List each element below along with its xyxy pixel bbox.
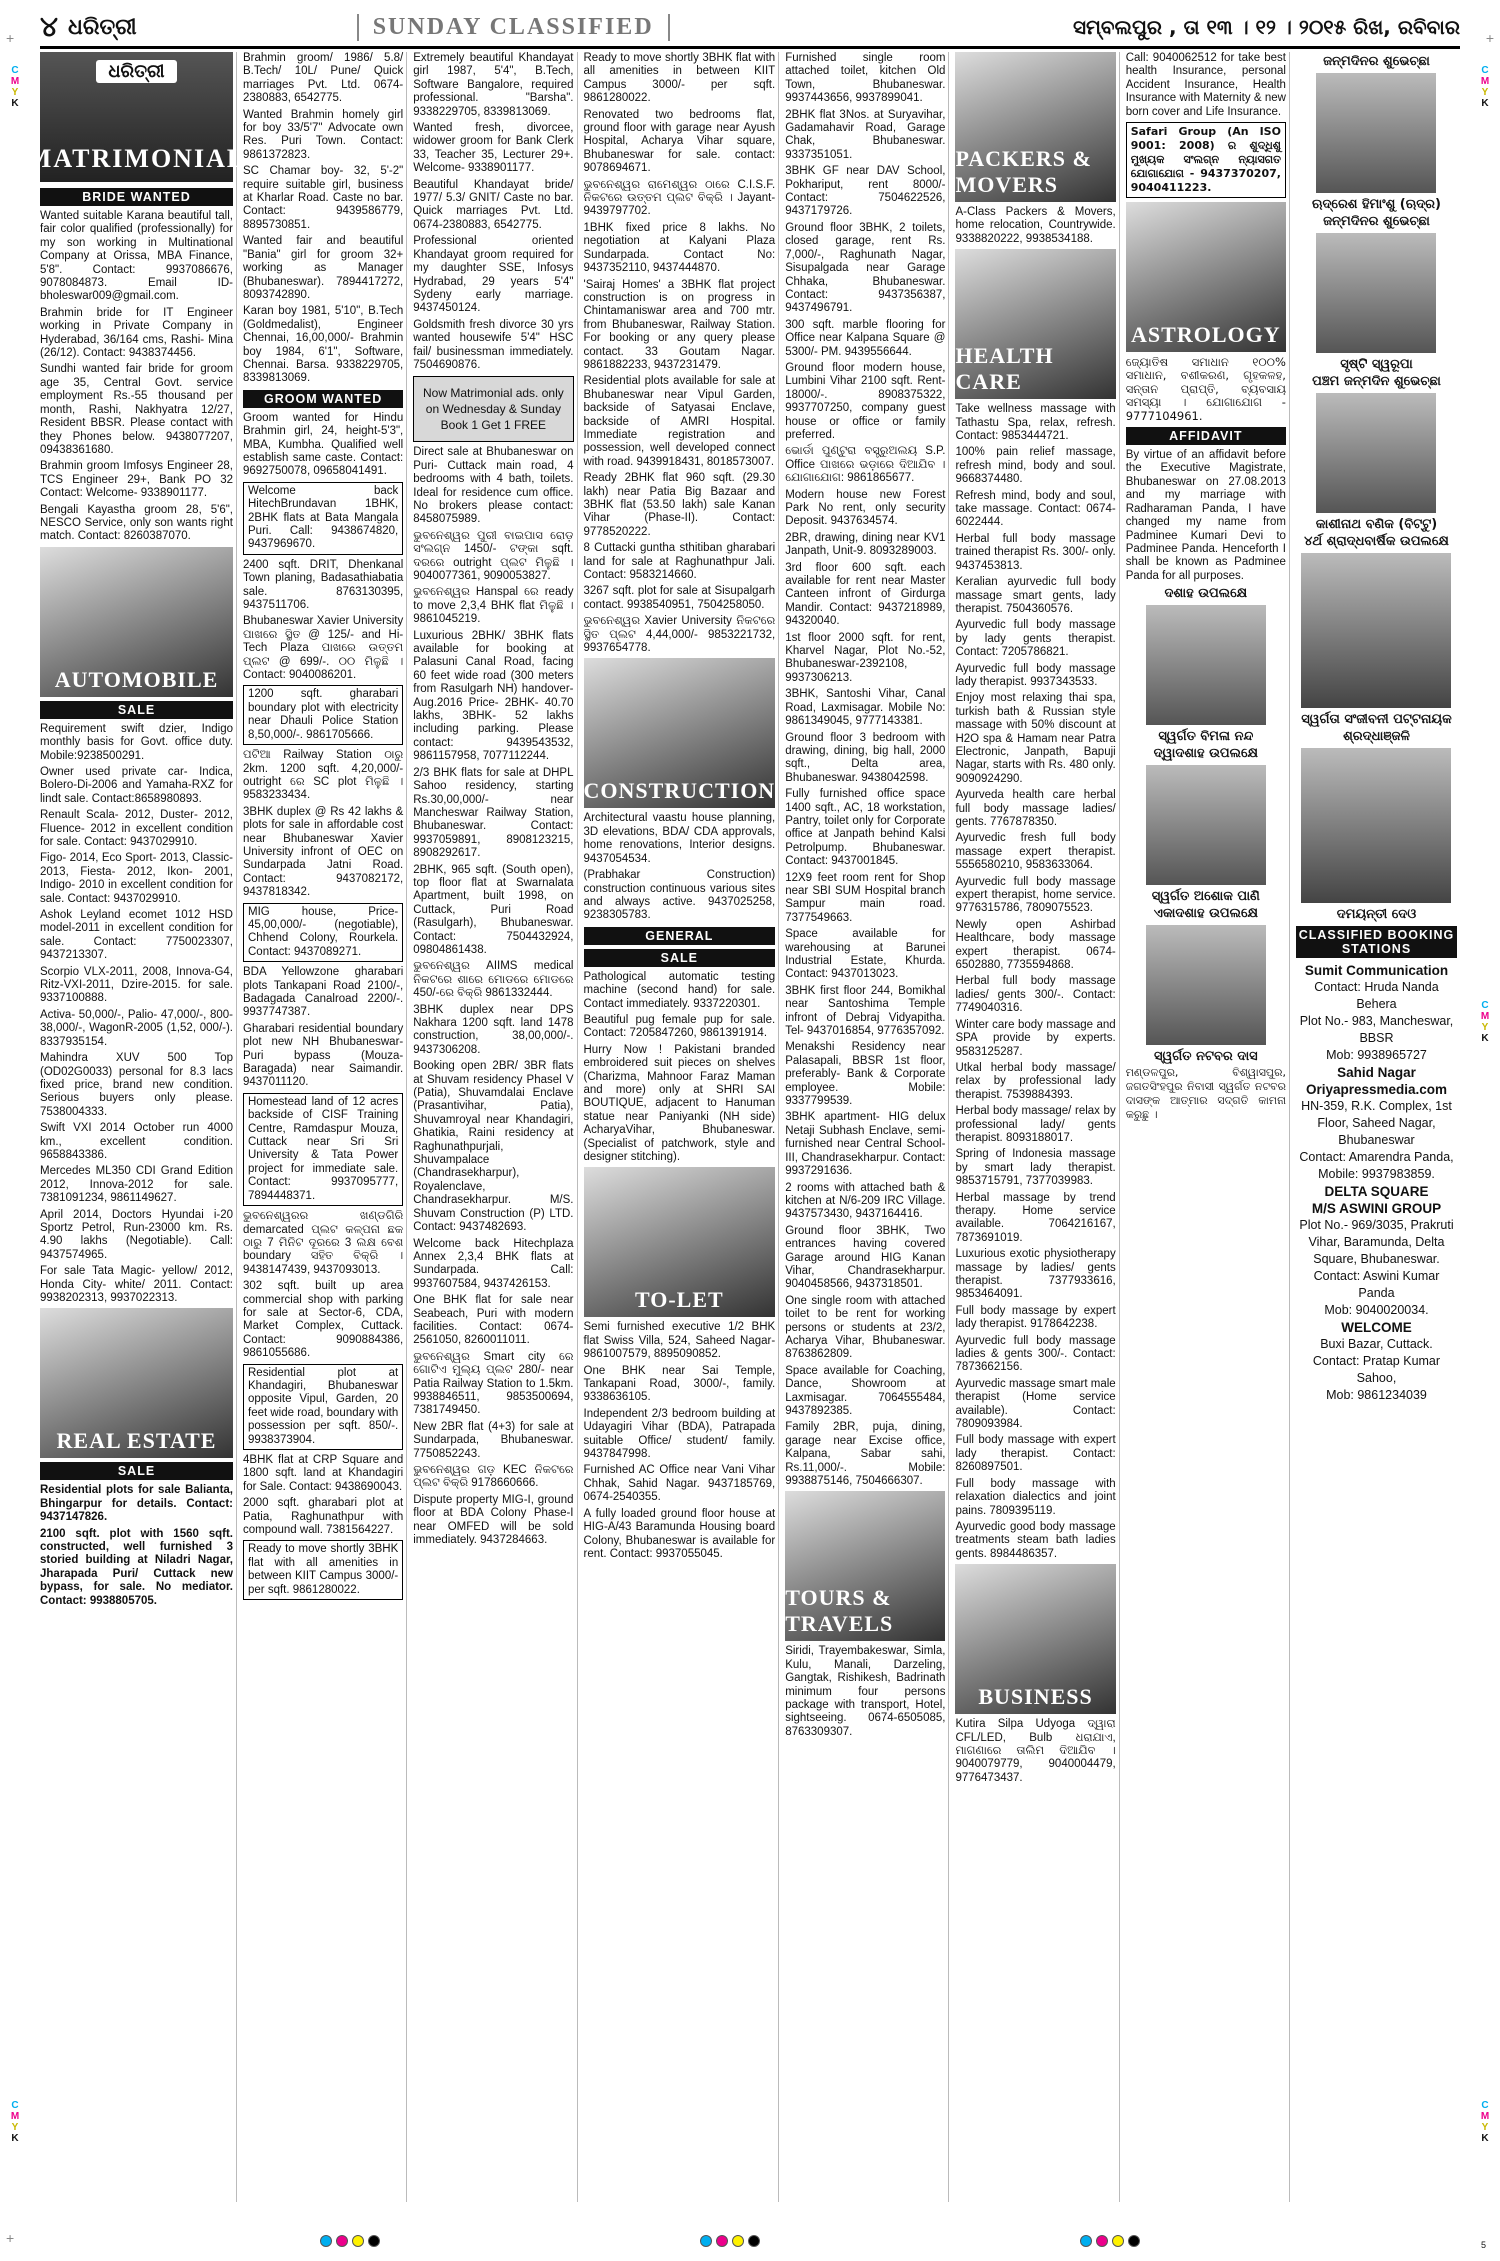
birthday-heading: ଜନ୍ମଦିନର ଶୁଭେଚ୍ଛା — [1323, 54, 1430, 69]
section-heading: SALE — [40, 701, 233, 719]
yellow-dot — [732, 2235, 744, 2247]
column-4 — [584, 52, 780, 2202]
classified-ad: Ayurvedic full body massage expert therapist, home service. 9776315786, 7809075523. — [955, 875, 1116, 915]
classified-ad: Requirement swift dzier, Indigo monthly basis for Govt. office duty. Mobile:9238500291. — [40, 722, 233, 762]
classified-ad: Menakshi Residency near Palasapali, BBSR 1st floor, preferably- Bank & Corporate employee. Mobile: 9337799539. — [785, 1041, 946, 1108]
classified-ad: Space available for warehousing at Barunei Industrial Estate, Khurda. Contact: 9437013023. — [785, 928, 946, 981]
health-banner: HEALTH CARE — [955, 249, 1115, 399]
classified-ad: ଭୁବନେଶ୍ୱର Xavier University ନିକଟରେ ସ୍ଥିତ ପ୍ଲଟ 4,44,000/- 9853221732, 9937654778. — [583, 615, 776, 655]
classified-ad: Booking open 2BR/ 3BR flats at Shuvam residency Phasel V (Patia), Shuvamdalai Enclave (Prasantivihar, Patia), Shuvamroyal near Khandagiri, Ghatikia, Raini residency at Raghunathpurjali, Shuvampalace (Chandrasekharpur), Royalenclave, Chandrasekharpur. M/S. Shuvam Construction (P) LTD. Contact: 9437482693. — [413, 1060, 574, 1234]
classified-ad: 300 sqft. marble flooring for Office near Kalpana Square @ 5300/- PM. 9439556644. — [785, 318, 946, 358]
classified-ad: Family 2BR, puja, dining, garage near Excise office, Kalpana, Sabar sahi, Rs.11,000/-. Mobile: 9938875146, 7504666307. — [785, 1421, 946, 1488]
ad-list — [955, 403, 1115, 1561]
booking-station-line: Buxi Bazar, Cuttack. — [1320, 1337, 1433, 1351]
paper-logo: ଧରିତ୍ରୀ — [96, 60, 176, 83]
classified-ad: Wanted fresh, divorcee, widower groom for Bank Clerk 33, Teacher 35, Lecturer 29+. Welcome- 9338901177. — [413, 122, 574, 175]
birthday-photo — [1316, 233, 1436, 353]
classified-ad: Full body massage with relaxation dialectics and joint pains. 7809395119. — [955, 1477, 1116, 1517]
classified-ad: Renovated two bedrooms flat, ground floor with garage near Ayush Hospital, Acharya Vihar square, Bhubaneswar for sale. contact: 9078694671. — [583, 108, 776, 175]
crop-mark: + — [6, 30, 15, 46]
column-6 — [955, 52, 1119, 2202]
section-heading: SALE — [40, 1462, 233, 1480]
classified-ad: Luxurious exotic physiotherapy massage by ladies/ gents therapist. 7377933616, 9853464091. — [955, 1248, 1116, 1301]
booking-station-line: Sahid Nagar — [1337, 1065, 1416, 1080]
classified-ad: Scorpio VLX-2011, 2008, Innova-G4, Ritz-VXI-2011, Dzire-2015. for sale. 9337100888. — [40, 965, 233, 1005]
section-title: SUNDAY CLASSIFIED — [357, 14, 670, 41]
classified-ad: Refresh mind, body and soul, take massage. Contact: 0674- 6022444. — [955, 489, 1116, 529]
classified-ad: One BHK flat for sale near Seabeach, Puri with modern facilities. Contact: 0674-2561050, 8260011011. — [413, 1294, 574, 1347]
birthday-photo — [1316, 393, 1436, 513]
classified-ad: Ayurvedic full body massage lady therapist. 9937343533. — [955, 662, 1116, 688]
classified-ad: Independent 2/3 bedroom building at Udayagiri Vihar (BDA), Patrapada suitable Office/ student/ family. 9437847998. — [583, 1407, 776, 1461]
booking-stations-heading: CLASSIFIED BOOKING STATIONS — [1296, 926, 1457, 958]
classified-ad: 2000 sqft. gharabari plot at Patia, Raghunathpur with compound wall. 7381564227. — [243, 1497, 404, 1537]
ad-list — [584, 1321, 776, 1561]
booking-station-line: Mobile: 9937983859. — [1318, 1167, 1435, 1181]
obituary-name: ସ୍ୱର୍ଗତ ନଟବର ଦାସ — [1153, 1049, 1258, 1065]
ad-list — [584, 52, 776, 655]
classified-ad: Sundhi wanted fair bride for groom age 35, Central Govt. service employment Rs.-55 thousand per month, Rashi, Nakhyatra 12/27, Resident BBSR. Please contact with they Phones below. 9438077207, 09438361680. — [40, 363, 233, 456]
birthday-heading: ପଞ୍ଚମ ଜନ୍ମଦିନ ଶୁଭେଚ୍ଛା — [1312, 374, 1441, 389]
classified-ad: Karan boy 1981, 5'10", B.Tech (Goldmedalist), Engineer Chennai, 16,00,000/- Brahmin boy 1984, 6'1", Software, Chennai. Barsa. 9338229705, 8339813069. — [243, 305, 404, 385]
classified-ad: 12X9 feet room rent for Shop near SBI SUM Hospital branch Sampur main road. 7377549663. — [785, 871, 946, 924]
classified-ad: 3BHK GF near DAV School, Pokhariput, rent 8000/- Contact: 7504622526, 9437179726. — [785, 165, 946, 218]
anniversary-name: ସ୍ୱର୍ଗତା ସଂଜୀବନୀ ପଟ୍ଟନାୟକ — [1301, 712, 1452, 727]
booking-station-line: WELCOME — [1341, 1320, 1412, 1335]
classified-ad: Herbal massage by trend therapy. Home service available. 7064216167, 7873691019. — [955, 1191, 1116, 1244]
classified-ad: Keralian ayurvedic full body massage smart gents, lady therapist. 7504360576. — [955, 576, 1116, 615]
booking-station-line: Sumit Communication — [1304, 963, 1449, 978]
classified-ad: Furnished AC Office near Vani Vihar Chhak, Sahid Nagar. 9437185769, 0674-2540355. — [583, 1464, 776, 1504]
classified-ad: 3BHK, Santoshi Vihar, Canal Road, Laxmisagar. Mobile No: 9861349045, 9777143381. — [785, 688, 946, 728]
classified-ad: Space available for Coaching, Dance, Showroom at Laxmisagar. 7064555484, 9437892385. — [785, 1364, 946, 1417]
classified-ad: ଭୁବନେଶ୍ୱର AIIMS medical ନିକଟରେ ଶାରେ ମୋଡରେ ମୋଡରେ 450/-ରେ ବିକ୍ରି 9861332444. — [413, 960, 574, 1000]
obituary-name: ସ୍ୱର୍ଗତ ବିମଳା ନନ୍ଦ — [1158, 729, 1254, 745]
classified-columns — [26, 52, 1460, 2202]
classified-ad: 3BHK duplex @ Rs 42 lakhs & plots for sale in affordable cost near Bhubaneswar Xavier University infront of OEC on Sundarpada Jatni Road. Contact: 9437082172, 9437818342. — [243, 805, 404, 899]
cmyk-register-mark: C M Y K — [1480, 1000, 1490, 1044]
classified-ad: Swift VXI 2014 October run 4000 km., excellent condition. 9658843386. — [40, 1122, 233, 1161]
classified-ad: Ground floor 3BHK, Two entrances having covered Garage around HIG Kanan Vihar, Chandrasekharpur. 9040458566, 9437318501. — [785, 1224, 946, 1291]
anniversary-photo — [1301, 553, 1451, 708]
classified-ad: Gharabari residential boundary plot new NH Bhubaneswar- Puri bypass (Mouza- Baragada) near Saimandir. 9437011120. — [243, 1022, 404, 1089]
classified-ad: Ready to move shortly 3BHK flat with all amenities in between KIIT Campus 3000/- per sqft. 9861280022. — [583, 52, 776, 105]
classified-ad: Pathological automatic testing machine (second hand) for sale. Contact immediately. 9337220301. — [583, 970, 776, 1010]
tolet-banner: TO-LET — [584, 1167, 776, 1317]
birthday-name: କାଶୀନାଥ ବଣିକ (ବିଟ୍ଟୁ) — [1315, 517, 1438, 532]
column-1 — [26, 52, 247, 2202]
booking-station-line: Mob: 9938965727 — [1326, 1048, 1427, 1062]
obituary-heading: ଦଶାହ ଉପଲକ୍ଷେ — [1164, 586, 1248, 602]
cyan-dot — [320, 2235, 332, 2247]
tribute-heading: ଶ୍ରଦ୍ଧାଞ୍ଜଳି — [1343, 729, 1410, 744]
classified-ad: Full body massage with expert lady therapist. Contact: 8260897501. — [955, 1434, 1116, 1474]
classified-ad: Dispute property MIG-I, ground floor at BDA Colony Phase-I near OMFED will be sold immediately. 9437284663. — [413, 1493, 574, 1547]
classified-ad: Enjoy most relaxing thai spa, turkish bath & Russian style massage with 50% discount at H2O spa & Hamam near Patra Electronic, Janpath, Bapuji Nagar, starts with Rs. 480 only. 9090924290. — [955, 692, 1116, 785]
classified-ad: Residential plot at Khandagiri, Bhubaneswar opposite Vipul, Garden, 20 feet wide road, boundary with possession per sqft. 850/-. 9938373904. — [243, 1364, 403, 1450]
classified-ad: Furnished single room attached toilet, kitchen Old Town, Bhubaneswar. 9937443656, 9937899041. — [785, 52, 946, 105]
classified-ad: New 2BR flat (4+3) for sale at Sundarpada, Bhubaneswar. 7750852243. — [413, 1420, 574, 1460]
page-header — [40, 8, 1460, 49]
ad-list — [584, 812, 776, 922]
obituary-heading: ଏକାଦଶାହ ଉପଲକ୍ଷେ — [1153, 906, 1258, 922]
black-dot — [368, 2235, 380, 2247]
yellow-dot — [352, 2235, 364, 2247]
classified-ad: By virtue of an affidavit before the Executive Magistrate, Bhubaneswar on 27.08.2013 and my marriage with Radharaman Panda, I have changed my name from Padminee Kumari Devi to Padminee Panda. Henceforth I shall be known as Padminee Panda for all purposes. — [1125, 449, 1286, 582]
color-dots — [320, 2235, 380, 2247]
tribute-name: ଦମୟନ୍ତୀ ଦେଓ — [1336, 907, 1417, 922]
classified-ad: Ayurvedic good body massage treatments steam bath ladies gents. 8984486357. — [955, 1520, 1116, 1560]
ad-list — [955, 206, 1115, 246]
classified-ad: ଭୁବନେଶ୍ୱର ଗଡ଼ KEC ନିକଟରେ ପ୍ଲଟ ବିକ୍ରି 9178660666. — [413, 1464, 574, 1490]
classified-ad: Siridi, Trayembakeswar, Simla, Kulu, Manali, Darzeling, Gangtak, Rishikesh, Badrinath minimum four persons package with transport, Hotel, sightseeing. 0674-6505085, 8763309307. — [785, 1645, 946, 1738]
birthday-name: ସୃଷ୍ଟି ସ୍ୱରୂପା — [1340, 357, 1413, 372]
cmyk-register-mark: C M Y K — [10, 65, 20, 109]
classified-ad: 2100 sqft. plot with 1560 sqft. constructed, well furnished 3 storied building at Niladri Nagar, Jharapada Puri/ Cuttack new bypass, for sale. No mediator. Contact: 9938805705. — [40, 1527, 233, 1607]
classified-ad: Spring of Indonesia massage by smart lady therapist. 9853715791, 7377039983. — [955, 1148, 1116, 1188]
booking-station-line: Mob: 9861234039 — [1326, 1388, 1427, 1402]
magenta-dot — [336, 2235, 348, 2247]
classified-ad: Ayurvedic fresh full body massage expert therapist. 5556580210, 9583633064. — [955, 832, 1116, 872]
classified-ad: Take wellness massage with Tathastu Spa, relax, refresh. Contact: 9853444721. — [955, 403, 1116, 443]
section-heading: AFFIDAVIT — [1126, 427, 1286, 445]
classified-ad: Ayurvedic full body massage by lady gents therapist. Contact: 7205786821. — [955, 619, 1116, 659]
classified-ad: 2BR, drawing, dining near KV1 Janpath, Unit-9. 8093289003. — [785, 531, 946, 558]
color-dots — [700, 2235, 760, 2247]
column-3 — [413, 52, 577, 2202]
classified-ad: Beautiful pug female pup for sale. Contact: 7205847260, 9861391914. — [583, 1013, 776, 1040]
classified-ad: ପଟିଆ Railway Station ଠାରୁ 2km. 1200 sqft. 4,20,000/- outright ରେ SC plot ମିଳୁଛି । 9583233434. — [243, 749, 404, 802]
birthday-heading: ଜନ୍ମଦିନର ଶୁଭେଚ୍ଛା — [1323, 214, 1430, 229]
obituary-heading: ଦ୍ୱାଦଶାହ ଉପଲକ୍ଷେ — [1153, 746, 1258, 762]
column-7 — [1126, 52, 1290, 2202]
classified-ad: April 2014, Doctors Hyundai i-20 Sportz Petrol, Run-23000 km. Rs. 4.90 lakhs (Negotiable). Call: 9437574965. — [40, 1208, 233, 1261]
classified-ad: Renault Scala- 2012, Duster- 2012, Fluence- 2012 in excellent condition for sale. Contact: 9437029910. — [40, 809, 233, 848]
classified-ad: Modern house new Forest Park No rent, only security Deposit. 9437634574. — [785, 488, 946, 528]
classified-ad: Ground floor 3BHK, 2 toilets, closed garage, rent Rs. 7,000/-, Raghunath Nagar, Sisupalgada near Garage Chhaka, Bhubaneswar. Contact: 9437356387, 9437496791. — [785, 221, 946, 315]
classified-ad: One single room with attached toilet to be rent for working persons or students at 23/2, Acharya Vihar, Bhubaneswar. 8763862809. — [785, 1294, 946, 1361]
classified-ad: Ground floor 3 bedroom with drawing, dining, big hall, 2000 sqft., Delta area, Bhubaneswar. 9438042598. — [785, 731, 946, 784]
ad-list — [1126, 52, 1286, 119]
obituary-photo — [1146, 925, 1266, 1045]
classified-ad: ଭୁବନେଶ୍ୱର Smart city ରେ ଗୋଟିଏ ମୁଲ୍ୟ ପ୍ଲଟ 280/- near Patia Railway Station to 1.5km. 9938846511, 9853500694, 7381749450. — [413, 1350, 574, 1417]
classified-ad: 4BHK flat at CRP Square and 1800 sqft. land at Khandagiri for Sale. Contact: 9438690043. — [243, 1454, 404, 1493]
classified-ad: Ashok Leyland ecomet 1012 HSD model-2011 in excellent condition for sale. Contact: 7750023307, 9437213307. — [40, 909, 233, 962]
classified-ad: Welcome back HitechBrundavan 1BHK, 2BHK flats at Bata Mangala Puri. Call: 9438674820, 9437969670. — [243, 482, 403, 555]
anniversary-heading: ୪ର୍ଥ ଶ୍ରାଦ୍ଧବାର୍ଷିକ ଉପଲକ୍ଷେ — [1304, 534, 1449, 549]
ad-list — [785, 52, 945, 1488]
column-8 — [1296, 52, 1460, 2202]
business-banner: BUSINESS — [955, 1564, 1115, 1714]
classified-ad: 3BHK first floor 244, Bomikhal near Santoshima Temple infront of Debraj Vidyapitha. Tel- 9437016854, 9776357092. — [785, 984, 946, 1038]
booking-station-line: Oriyapressmedia.com — [1305, 1082, 1448, 1097]
classified-ad: Kutira Silpa Udyoga ଦ୍ୱାରା CFL/LED, Bulb ଧରାଯାଏ, ମାଗଣାରେ ତାଲିମ ଦିଆଯିବ । 9040079779, 9040004479, 9776473437. — [955, 1718, 1116, 1784]
cmyk-register-mark: C M Y K — [1480, 65, 1490, 109]
tribute-photo — [1301, 748, 1451, 903]
classified-ad: Utkal herbal body massage/ relax by professional lady therapist. 7539884393. — [955, 1061, 1116, 1101]
classified-ad: Hurry Now ! Pakistani branded embroidered suit pieces on shelves (Charizma, Mahnoor Faraz Maman and more) only at SHRI SAI BOUTIQUE, adjacent to Hanuman statue near Paniyanki (NH side) AcharyaVihar, Bhubaneswar. (Specialist of patchwork, style and designer stitching). — [583, 1043, 776, 1163]
booking-station-line: Contact: Hruda Nanda Behera — [1314, 980, 1439, 1011]
classified-ad: Ready to move shortly 3BHK flat with all amenities in between KIIT Campus 3000/- per sqft. 9861280022. — [243, 1540, 403, 1600]
classified-ad: 3267 sqft. plot for sale at Sisupalgarh contact. 9938540951, 7504258050. — [583, 585, 776, 611]
classified-ad: Homestead land of 12 acres backside of CISF Training Centre, Ramdaspur Mouza, Cuttack near Sri Sri University & Tata Power project for immediate sale. Contact: 9937095777, 7894448371. — [243, 1093, 403, 1206]
classified-ad: 2BHK, 965 sqft. (South open), top floor flat at Swarnalata Apartment, built 1998, on Cuttack, Puri Road (Rasulgarh), Bhubaneswar. Contact: 7504432924, 09804861438. — [413, 863, 574, 956]
ad-list — [243, 482, 403, 1600]
safari-ad: Safari Group (An ISO 9001: 2008) ର ଶୁଦ୍ଧିଶୁ ମୁଖ୍ୟକ ସଂଲଗ୍ନ ନ୍ୟାସଗତ ଯୋଗାଯୋଗ - 9437370207, 9040411223. — [1126, 122, 1286, 198]
classified-ad: MIG house, Price- 45,00,000/- (negotiable), Chhend Colony, Rourkela. Contact: 9437089271. — [243, 903, 403, 963]
classified-ad: 2/3 BHK flats for sale at DHPL Sahoo residency, starting Rs.30,00,000/- near Mancheswar Railway Station, Bhubaneswar. Contact: 9937059891, 8908123215, 8908292617. — [413, 766, 574, 860]
classified-ad: BDA Yellowzone gharabari plots Tankapani Road 2100/-, Badagada Canalroad 2200/-. 9937747387. — [243, 966, 404, 1019]
classified-ad: ଭୁବନେଶ୍ୱରର ଖଣ୍ଡଗିରି demarcated ପ୍ଲଟ କଳ୍ପନା ଛକ ଠାରୁ 7 ମିନିଟ ଦୂରରେ 3 ଲକ୍ଷ ବେଶ boundary ସହିତ ବିକ୍ରି । 9438147439, 9437093013. — [243, 1210, 404, 1276]
paper-name: ଧରିତ୍ରୀ — [67, 14, 137, 40]
cyan-dot — [1080, 2235, 1092, 2247]
classified-ad: Herbal full body massage ladies/ gents 300/-. Contact: 7749040316. — [955, 975, 1116, 1015]
classified-ad: Winter care body massage and SPA provide by experts. 9583125287. — [955, 1018, 1116, 1058]
black-dot — [748, 2235, 760, 2247]
section-heading: BRIDE WANTED — [40, 188, 233, 206]
classified-ad: Ayurvedic full body massage ladies & gents 300/-. Contact: 7873662156. — [955, 1334, 1116, 1374]
column-5 — [785, 52, 949, 2202]
birthday-name: ଋଦ୍ରେଶ ହିମାଂଶୁ (ଋଦ୍ର) — [1312, 197, 1441, 212]
classified-ad: 302 sqft. built up area commercial shop with parking for sale at Sector-6, CDA, Market Complex, Cuttack. Contact: 9090884386, 9861055686. — [243, 1280, 404, 1360]
birthday-photo — [1316, 73, 1436, 193]
magenta-dot — [716, 2235, 728, 2247]
obituary-photo — [1146, 765, 1266, 885]
classified-ad: Groom wanted for Hindu Brahmin girl, 24, height-5'3", MBA, Kumbha. Qualified well establish same caste. Contact: 9692750078, 09658041491. — [243, 411, 404, 478]
classified-ad: Call: 9040062512 for take best health Insurance, personal Accident Insurance, Health Insurance with Maternity & new born cover and Life Insurance. — [1125, 52, 1286, 118]
ad-list — [1126, 356, 1286, 423]
classified-ad: 100% pain relief massage, refresh mind, body and soul. 9668374480. — [955, 446, 1116, 486]
banner-title: MATRIMONIAL — [26, 144, 247, 173]
classified-ad: Welcome back Hitechplaza Annex 2,3,4 BHK flats at Sundarpada. Call: 9937607584, 9437426153. — [413, 1237, 574, 1290]
classified-ad: ଭୁବନେଶ୍ୱର ପୁରୀ ବାଇପାସ ରୋଡ଼ ସଂଲଗ୍ନ 1450/- ଟଙ୍କା sqft. ଦରରେ outright ପ୍ଲଟ ମିଳୁଛି । 9040077361, 9090053827. — [413, 529, 574, 582]
classified-ad: Semi furnished executive 1/2 BHK flat Swiss Villa, 524, Saheed Nagar-9861007579, 8895090852. — [583, 1321, 776, 1361]
ad-list — [40, 723, 233, 1306]
booking-station-line: HN-359, R.K. Complex, 1st Floor, Saheed Nagar, Bhubaneswar — [1301, 1099, 1452, 1147]
booking-station-line: M/S ASWINI GROUP — [1311, 1201, 1442, 1216]
ad-list — [955, 1718, 1115, 1785]
classified-ad: Ayurvedic massage smart male therapist (Home service available). Contact: 7809093984. — [955, 1377, 1116, 1431]
classified-ad: Luxurious 2BHK/ 3BHK flats available for booking at Palasuni Canal Road, facing 60 feet wide road (300 meters from Rasulgarh NH) handover- Aug.2016 Price- 2BHK- 40.70 lakhs, 3BHK- 52 lakhs including parking. Please contact: 9439543532, 9861157958, 7077112244. — [413, 629, 574, 763]
cmyk-register-mark: C M Y K — [1480, 2100, 1490, 2144]
classified-ad: 3BHK apartment- HIG delux Netaji Subhash Enclave, semi- furnished near Central School-III, Chandrasekharpur. Contact: 9937291636. — [785, 1111, 946, 1178]
classified-ad: One BHK near Sai Temple, Tankapani Road, 3000/-, family. 9338636105. — [583, 1364, 776, 1404]
classified-ad: Brahmin groom Imfosys Engineer 28, TCS Engineer 29+, Bank PO 32 Contact: Welcome- 9338901177. — [40, 460, 233, 500]
ad-list — [785, 1645, 945, 1739]
cmyk-register-mark: C M Y K — [10, 2100, 20, 2144]
ad-list — [243, 52, 403, 386]
classified-ad: SC Chamar boy- 32, 5'-2" require suitable girl, business at Kharlar Road. Caste no bar. Contact: 9439586779, 8895730851. — [243, 165, 404, 231]
classified-ad: Figo- 2014, Eco Sport- 2013, Classic- 2013, Fiesta- 2012, Ikon- 2001, Indigo- 2010 in excellent condition for sale. Contact: 9437029910. — [40, 852, 233, 905]
crop-mark: + — [6, 2230, 15, 2246]
booking-station-line: Contact: Amarendra Panda, — [1299, 1150, 1454, 1164]
classified-ad: Ayurveda health care herbal full body massage ladies/ gents. 7767878350. — [955, 789, 1116, 828]
classified-ad: For sale Tata Magic- yellow/ 2012, Honda City- white/ 2011. Contact: 9938202313, 9937022313. — [40, 1265, 233, 1304]
obituary-name: ସ୍ୱର୍ଗତ ଅଶୋକ ପାଣି — [1151, 889, 1260, 905]
classified-ad: (Prabhakar Construction) construction continuous various sites and always active. 9437025258, 9238305783. — [583, 869, 776, 922]
ad-list — [413, 446, 573, 1547]
automobile-banner: AUTOMOBILE — [40, 547, 233, 697]
classified-ad: Newly open Ashirbad Healthcare, body massage expert therapist. 0674-6502880, 7735594868. — [955, 918, 1116, 972]
classified-ad: Extremely beautiful Khandayat girl 1987, 5'4", B.Tech, Software Bangalore, required professional. "Barsha". 9338229705, 8339813069. — [413, 52, 574, 118]
classified-ad: 1200 sqft. gharabari boundary plot with electricity near Dhauli Police Station 8,50,000/-. 9861705666. — [243, 685, 403, 745]
obituary-text: ମଣ୍ଡଳପୁର, ବିଶ୍ୱାସପୁର, ଜଗତସିଂହପୁର ନିବାସୀ ସ୍ୱର୍ଗତ ନଟବର ଦାସଙ୍କ ଆତ୍ମାର ସଦ୍ଗତି କାମନା କରୁଛୁ । — [1125, 1066, 1286, 1122]
cyan-dot — [700, 2235, 712, 2247]
classified-ad: 2400 sqft. DRIT, Dhenkanal Town planing, Badasathiabatia sale. 8763130395, 9437511706. — [243, 558, 404, 612]
page-number: ୪ — [40, 10, 58, 43]
color-dots — [1080, 2235, 1140, 2247]
classified-ad: Mercedes ML350 CDI Grand Edition 2012, Innova-2012 for sale. 7381091234, 9861149627. — [40, 1165, 233, 1205]
realestate-banner: REAL ESTATE — [40, 1308, 233, 1458]
classified-ad: Herbal full body massage trained therapist Rs. 300/- only. 9437453813. — [955, 532, 1116, 572]
classified-ad: 2 rooms with attached bath & kitchen at N/6-209 IRC Village. 9437573430, 9437164416. — [785, 1181, 946, 1221]
classified-ad: 8 Cuttacki guntha sthitiban gharabari land for sale at Raghunathpur Jali. Contact: 9583214660. — [583, 542, 776, 582]
classified-ad: ଭୋର୍ଡା ପୁଣ୍ଟୁରା ବସ୍ତ୍ରୁଅଲୟ S.P. Office ପାଖରେ ଭଡ଼ାରେ ଦିଆଯିବ । ଯୋଗାଯୋଗ: 9861865677. — [785, 445, 946, 485]
classified-ad: Goldsmith fresh divorce 30 yrs wanted housewife 5'4" HSC fail/ businessman immediately. 7504690876. — [413, 318, 574, 371]
classified-ad: 2BHK flat 3Nos. at Suryavihar, Gadamahavir Road, Garage Chak, Bhubaneswar. 9337351051. — [785, 108, 946, 161]
classified-ad: ଭୁବନେଶ୍ୱର Hanspal ରେ ready to move 2,3,4 BHK flat ମିଳୁଛି । 9861045219. — [413, 586, 574, 626]
black-dot — [1128, 2235, 1140, 2247]
section-heading: GENERAL — [584, 927, 776, 945]
classified-ad: ଭୁବନେଶ୍ୱର ରାମେଶ୍ୱର ଠାରେ C.I.S.F. ନିକଟରେ ଉତ୍ତମ ପ୍ଲଟ ବିକ୍ରି । Jayant- 9439797702. — [583, 178, 776, 218]
ad-list — [243, 412, 403, 479]
classified-ad: Ready 2BHK flat 960 sqft. (29.30 lakh) near Patia Big Bazaar and 3BHK flat (53.50 lakh) sale Kanan Vihar (Phase-II). Contact: 9778520222. — [583, 472, 776, 538]
section-heading: SALE — [584, 949, 776, 967]
classified-ad: 3BHK duplex near DPS Nakhara 1200 sqft. land 1478 construction, 38,00,000/-. 9437306208. — [413, 1003, 574, 1056]
classified-ad: 3rd floor 600 sqft. each available for rent near Master Canteen infront of Girdurga Mandir. Contact: 9437218989, 94320040. — [785, 561, 946, 628]
ad-list — [1126, 449, 1286, 583]
classified-ad: Owner used private car- Indica, Bolero-Di-2006 and Yamaha-RXZ for lindt sale. Contact:8658980893. — [40, 765, 233, 805]
classified-ad: 1BHK fixed price 8 lakhs. No negotiation at Kalyani Plaza Sundarpada. Contact No: 9437352110, 9437444870. — [583, 221, 776, 275]
promo-box: Now Matrimonial ads. only on Wednesday & Sunday Book 1 Get 1 FREE — [413, 376, 573, 442]
classified-ad: Direct sale at Bhubaneswar on Puri- Cuttack main road, 4 bedrooms with 4 bath, toilets. Ideal for residence cum office. No brokers please contact: 8458075989. — [413, 446, 574, 526]
yellow-dot — [1112, 2235, 1124, 2247]
ad-list — [40, 1484, 233, 1608]
classified-ad: Wanted suitable Karana beautiful tall, fair color qualified (professionally) for my son working in Multinational Company at Orissa, MBA Finance, 5'8". Contact: 9937086676, 9078084873. Email ID- bholeswar009@gmail.com. — [40, 210, 233, 303]
booking-station-line: Plot No.- 969/3035, Prakruti Vihar, Baramunda, Delta Square, Bhubaneswar. — [1299, 1218, 1454, 1266]
classified-ad: Residential plots for sale Balianta, Bhingarpur for details. Contact: 9437147826. — [40, 1484, 233, 1524]
column-2 — [243, 52, 407, 2202]
classified-ad: Beautiful Khandayat bride/ 1977/ 5.3/ GNIT/ Caste no bar. Quick marriages Pvt. Ltd. 0674-2380883, 6542775. — [413, 178, 574, 231]
classified-ad: Ground floor modern house, Lumbini Vihar 2100 sqft. Rent- 18000/-. 8908375322, 9937707250, company guest house or office or family preferred. — [785, 361, 946, 441]
classified-ad: Fully furnished office space 1400 sqft., AC, 18 workstation, Pantry, toilet only for Corporate office at Janpath behind Kalsi Petrolpump. Bhubaneswar. Contact: 9437001845. — [785, 788, 946, 868]
tours-banner: TOURS & TRAVELS — [785, 1491, 945, 1641]
classified-ad: Bengali Kayastha groom 28, 5'6", NESCO Service, only son wants right match. Contact: 8260387070. — [40, 503, 233, 543]
classified-ad: 1st floor 2000 sqft. for rent, Kharvel Nagar, Plot No.-52, Bhubaneswar-2392108, 9937306213. — [785, 631, 946, 684]
classified-ad: Herbal body massage/ relax by professional lady/ gents therapist. 8093188017. — [955, 1105, 1116, 1144]
packers-banner: PACKERS & MOVERS — [955, 52, 1115, 202]
classified-ad: Residential plots available for sale at Bhubaneswar near Vipul Garden, backside of Satyasai Enclave, backside of AMRI Hospital. Immediate registration and possession, well developed connect with road. 9439918431, 8018573007. — [583, 375, 776, 468]
crop-mark: + — [1485, 30, 1494, 46]
section-heading: GROOM WANTED — [243, 390, 403, 408]
classified-ad: Wanted fair and beautiful "Bania" girl for groom 32+ working as Manager (Bhubaneswar). 7894417272, 8093742890. — [243, 235, 404, 301]
classified-ad: A fully loaded ground floor house at HIG-A/43 Baramunda Housing board Colony, Bhubaneswar is available for rent. Contact: 9937055045. — [583, 1507, 776, 1560]
classified-ad: Brahmin bride for IT Engineer working in Private Company in Hyderabad, 36/164 cms, Rashi- Mina (26/12). Contact: 9438374456. — [40, 306, 233, 360]
construction-banner: CONSTRUCTION — [584, 658, 776, 808]
classified-ad: Professional oriented Khandayat groom required for my daughter SSE, Infosys Hydrabad, 29 years 5'4" Sydeny early marriage. 9437450124. — [413, 235, 574, 315]
classified-ad: Activa- 50,000/-, Palio- 47,000/-, 800- 38,000/-, WagonR-2005 (1,52, 000/-). 8337935154. — [40, 1008, 233, 1048]
booking-station-line: Mob: 9040020034. — [1324, 1303, 1429, 1317]
classified-ad: Full body massage by expert lady therapist. 9178642238. — [955, 1304, 1116, 1331]
astrology-banner: ASTROLOGY — [1126, 202, 1286, 352]
classified-ad: Mahindra XUV 500 Top (OD02G0033) personal for 8.3 lacs fixed price, brand new condition. Serious buyers only please. 7538004333. — [40, 1052, 233, 1118]
ad-list — [413, 52, 573, 372]
booking-station-line: Contact: Pratap Kumar Sahoo, — [1312, 1354, 1441, 1385]
ad-list — [584, 971, 776, 1165]
classified-ad: Bhubaneswar Xavier University ପାଖରେ ସ୍ଥିତ @ 125/- and Hi-Tech Plaza ପାଖରେ ଉତ୍ତମ ପ୍ଲଟ @ 699/-. ୦୦ ମିଳୁଛି । Contact: 9040086201. — [243, 615, 404, 682]
booking-stations-list — [1296, 962, 1457, 1404]
date-line: ସମ୍ବଲପୁର , ତା ୧୩ । ୧୨ । ୨୦୧୫ ରିଖ, ରବିବାର — [1072, 15, 1460, 39]
booking-station-line: DELTA SQUARE — [1324, 1184, 1429, 1199]
classified-ad: Wanted Brahmin homely girl for boy 33/5'7" Advocate own Res. Puri Town. Contact: 9861372823. — [243, 108, 404, 161]
obituary-photo — [1146, 605, 1266, 725]
magenta-dot — [1096, 2235, 1108, 2247]
booking-station-line: Plot No.- 983, Mancheswar, BBSR — [1299, 1014, 1454, 1045]
matrimonial-banner — [26, 52, 247, 182]
classified-ad: 'Sairaj Homes' a 3BHK flat project construction is on progress in Chintamaniswar area and 700 mtr. from Bhubaneswar, Railway Station. For booking or any query please contact. 33 Goutam Nagar. 9861882233, 9437231479. — [583, 278, 776, 371]
classified-ad: Architectural vaastu house planning, 3D elevations, BDA/ CDA approvals, home renovations, Interior designs. 9437054534. — [583, 812, 776, 865]
ad-list — [40, 210, 233, 544]
footer-page-number: 5 — [1480, 2240, 1486, 2250]
classified-ad: A-Class Packers & Movers, home relocation, Countrywide. 9338820222, 9938534188. — [955, 206, 1116, 245]
classified-ad: ଜ୍ୟୋତିଷ ସମାଧାନ ୧୦୦% ସମାଧାନ, ବଶୀକରଣ, ଗୃହକଳହ, ସନ୍ତାନ ପ୍ରାପ୍ତି, ବ୍ୟବସାୟ ସମସ୍ୟା । ଯୋଗାଯୋଗ - 9777104961. — [1125, 355, 1286, 423]
classified-ad: Brahmin groom/ 1986/ 5.8/ B.Tech/ 10L/ Pune/ Quick marriages Pvt. Ltd. 0674-2380883, 6542775. — [243, 52, 404, 105]
booking-station-line: Contact: Aswini Kumar Panda — [1313, 1269, 1440, 1300]
